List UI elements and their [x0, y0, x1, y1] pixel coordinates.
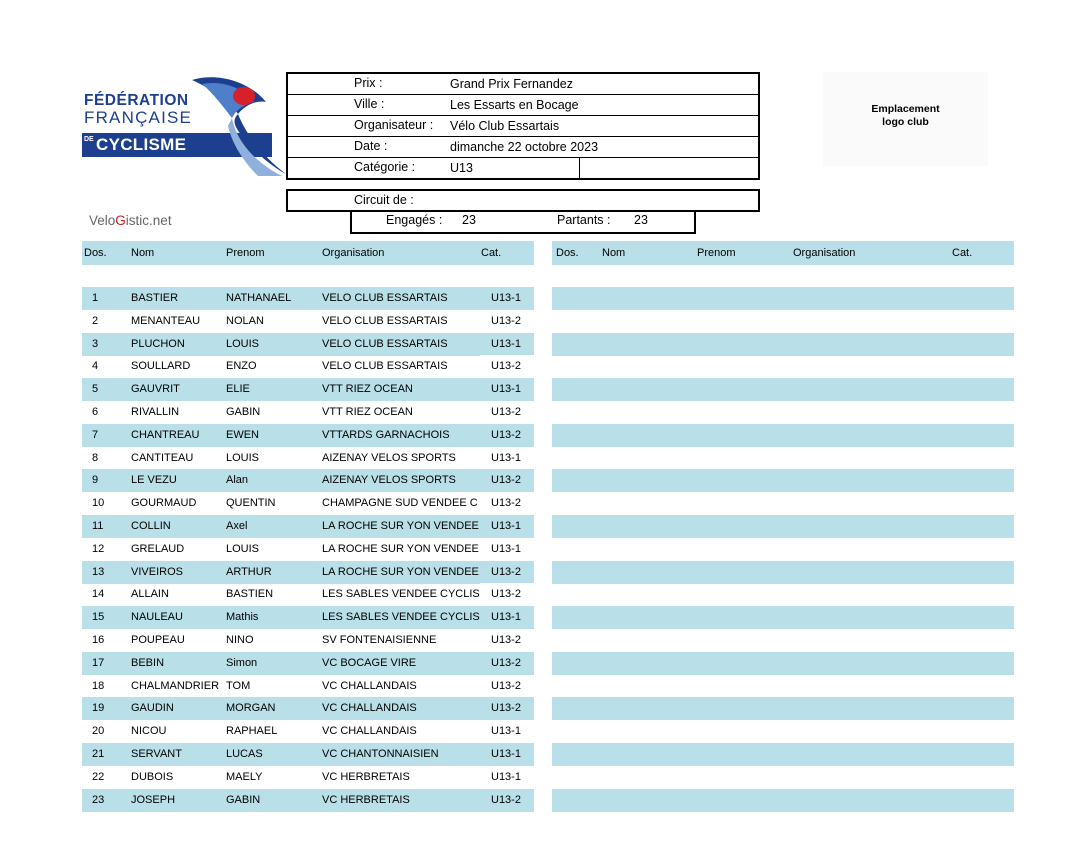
cell-dos: 1	[92, 292, 99, 304]
cell-prenom: LOUIS	[226, 542, 260, 555]
cell-nom: VIVEIROS	[131, 565, 183, 578]
cell-org: VTT RIEZ OCEAN	[322, 406, 413, 418]
cell-org: LA ROCHE SUR YON VENDEE	[322, 565, 479, 578]
club-logo-line1: Emplacement	[871, 103, 940, 115]
cell-nom: DUBOIS	[131, 770, 174, 783]
cell-dos: 10	[92, 497, 105, 510]
cell-cat: U13-1	[480, 287, 534, 310]
cell-nom: ALLAIN	[131, 588, 169, 601]
brand-prefix: Velo	[89, 213, 116, 228]
cell-nom: BEBIN	[131, 656, 165, 669]
brand-suffix: istic.net	[125, 213, 172, 228]
cell-cat: U13-2	[480, 424, 534, 447]
cell-nom: GRELAUD	[131, 542, 185, 555]
engages-value: 23	[462, 213, 476, 227]
right-table-header	[552, 241, 1014, 265]
cell-prenom: NOLAN	[226, 314, 264, 327]
cell-cat: U13-1	[480, 378, 534, 401]
cell-org: VC CHALLANDAIS	[322, 725, 417, 738]
brand-accent: G	[115, 213, 126, 228]
cell-nom: GAUVRIT	[131, 383, 180, 396]
cell-org: LES SABLES VENDEE CYCLIS	[322, 588, 480, 601]
cell-prenom: EWEN	[226, 428, 259, 441]
cell-dos: 22	[92, 770, 105, 783]
table-row	[82, 447, 534, 470]
cell-dos: 15	[92, 611, 105, 624]
cell-nom: CHALMANDRIER	[131, 679, 220, 692]
cell-org: VC BOCAGE VIRE	[322, 657, 480, 669]
col-organisation: Organisation	[793, 247, 856, 259]
table-row	[82, 766, 534, 789]
logo-de: DE	[84, 136, 94, 143]
cell-org: LA ROCHE SUR YON VENDEE	[322, 520, 479, 532]
cell-cat: U13-1	[480, 606, 534, 629]
cell-dos: 14	[92, 588, 105, 601]
table-row-empty	[552, 652, 1014, 675]
prix-value: Grand Prix Fernandez	[450, 77, 573, 91]
cell-prenom: GABIN	[226, 793, 261, 806]
cell-org: VC HERBRETAIS	[322, 794, 480, 806]
cell-dos: 18	[92, 679, 105, 692]
cell-cat: U13-2	[480, 469, 534, 492]
col-prenom: Prenom	[697, 247, 736, 259]
cell-prenom: ARTHUR	[226, 565, 272, 578]
date-value: dimanche 22 octobre 2023	[450, 140, 599, 154]
table-row	[82, 538, 534, 561]
table-row-empty	[552, 583, 1014, 606]
table-row-empty	[552, 492, 1014, 515]
col-nom: Nom	[131, 247, 155, 259]
col-cat: Cat.	[952, 247, 973, 259]
cell-org: VELO CLUB ESSARTAIS	[322, 314, 448, 327]
cell-prenom: NATHANAEL	[226, 292, 292, 304]
cell-dos: 13	[92, 565, 105, 578]
table-row-empty	[552, 675, 1014, 698]
col-organisation: Organisation	[322, 247, 385, 259]
cell-org: VTT RIEZ OCEAN	[322, 383, 480, 395]
cell-cat: U13-2	[480, 652, 534, 675]
table-row	[82, 355, 534, 378]
table-row-empty	[552, 424, 1014, 447]
cell-dos: 5	[92, 383, 99, 396]
cell-org: VC CHALLANDAIS	[322, 702, 480, 714]
event-info-box	[286, 72, 760, 180]
info-row-date	[288, 137, 758, 158]
cell-dos: 2	[92, 314, 99, 327]
table-row-empty	[552, 629, 1014, 652]
table-row	[82, 492, 534, 515]
cell-prenom: Alan	[226, 474, 249, 487]
table-row	[82, 583, 534, 606]
cell-org: AIZENAY VELOS SPORTS	[322, 451, 456, 464]
cell-prenom: LUCAS	[226, 748, 263, 760]
ville-value: Les Essarts en Bocage	[450, 98, 579, 112]
cell-cat: U13-1	[480, 743, 534, 766]
cell-nom: NICOU	[131, 725, 167, 738]
cell-cat: U13-2	[480, 310, 534, 333]
table-row	[82, 378, 534, 401]
cell-dos: 9	[92, 474, 99, 487]
logo-line-cyclisme: CYCLISME	[96, 135, 187, 154]
categorie-value: U13	[450, 161, 473, 175]
info-row-organisateur	[288, 116, 758, 137]
table-row	[82, 743, 534, 766]
table-row-empty	[552, 310, 1014, 333]
cell-prenom: GABIN	[226, 406, 261, 418]
categorie-divider	[579, 158, 580, 179]
cell-cat: U13-2	[480, 675, 534, 698]
cell-cat: U13-2	[480, 401, 534, 424]
cell-dos: 17	[92, 656, 105, 669]
table-row	[82, 515, 534, 538]
table-row-empty	[552, 561, 1014, 584]
cell-nom: RIVALLIN	[131, 406, 180, 418]
circuit-label: Circuit de :	[354, 193, 414, 207]
cell-cat: U13-2	[480, 629, 534, 652]
cell-nom: GAUDIN	[131, 702, 174, 715]
table-row-empty	[552, 766, 1014, 789]
cell-org: LA ROCHE SUR YON VENDEE	[322, 542, 479, 555]
cell-nom: POUPEAU	[131, 634, 185, 646]
cell-org: AIZENAY VELOS SPORTS	[322, 474, 480, 486]
cell-prenom: BASTIEN	[226, 588, 274, 601]
cell-nom: SERVANT	[131, 748, 182, 760]
club-logo-text	[823, 103, 988, 129]
cell-cat: U13-1	[480, 447, 534, 470]
table-row-empty	[552, 538, 1014, 561]
cyclist-swoosh-icon	[188, 74, 288, 178]
cell-org: CHAMPAGNE SUD VENDEE C	[322, 497, 478, 510]
cell-nom: CANTITEAU	[131, 451, 194, 464]
cell-prenom: TOM	[226, 679, 251, 692]
cell-cat: U13-1	[480, 538, 534, 561]
circuit-box	[286, 189, 760, 212]
cell-dos: 12	[92, 542, 105, 555]
col-prenom: Prenom	[226, 247, 265, 259]
cell-nom: MENANTEAU	[131, 314, 201, 327]
cell-nom: NAULEAU	[131, 611, 183, 624]
cell-prenom: NINO	[226, 634, 254, 646]
cell-nom: SOULLARD	[131, 360, 191, 373]
info-row-prix	[288, 74, 758, 95]
info-row-ville	[288, 95, 758, 116]
table-row-empty	[552, 697, 1014, 720]
table-row-empty	[552, 355, 1014, 378]
cell-prenom: QUENTIN	[226, 497, 276, 510]
table-row-empty	[552, 469, 1014, 492]
cell-org: VELO CLUB ESSARTAIS	[322, 338, 480, 350]
cell-cat: U13-2	[480, 789, 534, 812]
table-row-empty	[552, 378, 1014, 401]
organisateur-value: Vélo Club Essartais	[450, 119, 560, 133]
cell-prenom: MORGAN	[226, 702, 276, 715]
cell-prenom: ENZO	[226, 360, 257, 373]
cell-org: VC CHANTONNAISIEN	[322, 748, 480, 760]
cell-dos: 16	[92, 634, 105, 646]
cell-org: VELO CLUB ESSARTAIS	[322, 360, 448, 373]
table-row-empty	[552, 333, 1014, 356]
table-row	[82, 424, 534, 447]
cell-org: VC HERBRETAIS	[322, 770, 410, 783]
table-row	[82, 652, 534, 675]
cell-prenom: RAPHAEL	[226, 725, 278, 738]
club-logo-line2: logo club	[882, 116, 929, 128]
prix-label: Prix :	[354, 76, 383, 90]
club-logo-placeholder	[823, 72, 988, 166]
table-row	[82, 720, 534, 743]
cell-org: LES SABLES VENDEE CYCLIS	[322, 611, 480, 624]
cell-nom: BASTIER	[131, 292, 179, 304]
cell-org: VC CHALLANDAIS	[322, 679, 417, 692]
table-row	[82, 697, 534, 720]
logo-line-francaise: FRANÇAISE	[84, 108, 193, 127]
cell-cat: U13-1	[480, 515, 534, 538]
table-row-empty	[552, 789, 1014, 812]
table-row	[82, 675, 534, 698]
table-row-empty	[552, 447, 1014, 470]
categorie-label: Catégorie :	[354, 160, 416, 174]
cell-nom: JOSEPH	[131, 793, 176, 806]
ville-label: Ville :	[354, 97, 385, 111]
partants-label: Partants :	[557, 213, 611, 227]
cell-dos: 20	[92, 725, 105, 738]
table-row	[82, 606, 534, 629]
col-cat: Cat.	[481, 247, 502, 259]
col-dos: Dos.	[84, 247, 107, 259]
cell-dos: 8	[92, 451, 99, 464]
cell-dos: 7	[92, 428, 99, 441]
table-row	[82, 629, 534, 652]
cell-prenom: Mathis	[226, 611, 259, 624]
cell-cat: U13-2	[480, 492, 534, 515]
engages-label: Engagés :	[386, 213, 443, 227]
cell-org: VTTARDS GARNACHOIS	[322, 429, 480, 441]
cell-cat: U13-2	[480, 583, 534, 606]
organisateur-label: Organisateur :	[354, 118, 434, 132]
ffc-logo	[80, 74, 285, 178]
cell-org: SV FONTENAISIENNE	[322, 634, 437, 646]
table-row-empty	[552, 287, 1014, 310]
table-row	[82, 401, 534, 424]
cell-cat: U13-2	[480, 561, 534, 584]
table-row-empty	[552, 720, 1014, 743]
cell-prenom: Axel	[226, 520, 248, 532]
cell-nom: CHANTREAU	[131, 428, 200, 441]
cell-prenom: LOUIS	[226, 451, 260, 464]
cell-cat: U13-2	[480, 355, 534, 378]
cell-dos: 6	[92, 406, 99, 418]
cell-nom: LE VEZU	[131, 474, 177, 487]
cell-prenom: MAELY	[226, 770, 263, 783]
col-nom: Nom	[602, 247, 626, 259]
left-table-header	[82, 241, 534, 265]
cell-dos: 23	[92, 793, 105, 806]
cell-cat: U13-1	[480, 720, 534, 743]
cell-dos: 21	[92, 748, 105, 760]
cell-prenom: Simon	[226, 656, 258, 669]
table-row	[82, 789, 534, 812]
cell-org: VELO CLUB ESSARTAIS	[322, 292, 480, 304]
cell-nom: GOURMAUD	[131, 497, 197, 510]
table-row	[82, 469, 534, 492]
cell-cat: U13-1	[480, 766, 534, 789]
cell-cat: U13-2	[480, 697, 534, 720]
cell-dos: 19	[92, 702, 105, 715]
table-row-empty	[552, 606, 1014, 629]
table-row-empty	[552, 401, 1014, 424]
info-row-categorie	[288, 158, 758, 179]
counts-box	[350, 210, 696, 234]
cell-cat: U13-1	[480, 333, 534, 356]
table-row	[82, 310, 534, 333]
cell-nom: PLUCHON	[131, 337, 185, 350]
table-row-empty	[552, 515, 1014, 538]
cell-dos: 3	[92, 337, 99, 350]
table-row	[82, 287, 534, 310]
cell-dos: 4	[92, 360, 99, 373]
cell-nom: COLLIN	[131, 520, 171, 532]
partants-value: 23	[634, 213, 648, 227]
cell-dos: 11	[92, 520, 104, 532]
date-label: Date :	[354, 139, 388, 153]
velogistic-brand	[89, 213, 172, 228]
cell-prenom: ELIE	[226, 383, 250, 396]
cell-prenom: LOUIS	[226, 337, 260, 350]
logo-line-federation: FÉDÉRATION	[84, 92, 189, 109]
table-row	[82, 561, 534, 584]
table-row-empty	[552, 743, 1014, 766]
col-dos: Dos.	[556, 247, 579, 259]
table-row	[82, 333, 534, 356]
